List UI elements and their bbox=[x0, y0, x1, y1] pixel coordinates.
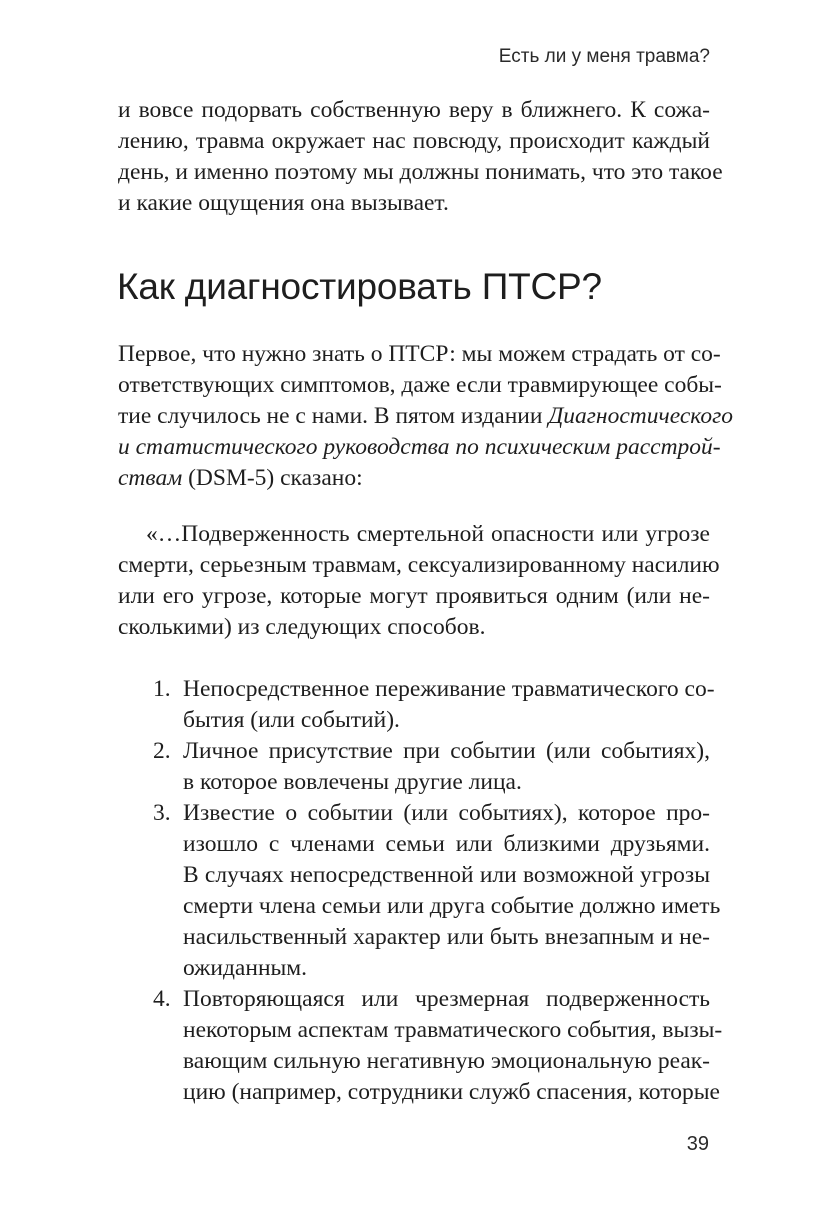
text-line: бытия (или событий). bbox=[183, 707, 400, 733]
text-line: сколькими) из следующих способов. bbox=[118, 614, 486, 640]
book-title-italic: Диагностического bbox=[548, 403, 734, 429]
text-line: и какие ощущения она вызывает. bbox=[118, 190, 449, 216]
text-line: ожиданным. bbox=[183, 955, 308, 981]
list-item bbox=[153, 984, 723, 1108]
text-line: Известие о событии (или событиях), которое про- bbox=[183, 800, 710, 826]
text-line: Повторяющаяся или чрезмерная подверженность bbox=[183, 986, 710, 1012]
text-line: и вовсе подорвать собственную веру в ближнего. К сожа- bbox=[118, 97, 710, 123]
text-line: «…Подверженность смертельной опасности или угрозе bbox=[146, 521, 710, 547]
list-number: 1. bbox=[153, 676, 171, 702]
text-line: смерти, серьезным травмам, сексуализированному насилию bbox=[118, 552, 720, 578]
text-line: лению, травма окружает нас повсюду, происходит каждый bbox=[118, 128, 710, 154]
running-head: Есть ли у меня травма? bbox=[498, 46, 710, 67]
text-line: Непосредственное переживание травматического со- bbox=[183, 676, 715, 702]
text-line: вающим сильную негативную эмоциональную реак- bbox=[183, 1048, 710, 1074]
text-line bbox=[118, 432, 721, 463]
text-line: В случаях непосредственной или возможной угрозы bbox=[183, 862, 710, 888]
list-item bbox=[153, 798, 721, 984]
plain-text: (DSM-5) сказано: bbox=[182, 465, 363, 491]
book-title-italic: и статистического руководства по психическим расстрой- bbox=[118, 434, 721, 460]
text-line: насильственный характер или быть внезапным и не- bbox=[183, 924, 710, 950]
list-number: 3. bbox=[153, 800, 171, 826]
text-line: в которое вовлечены другие лица. bbox=[183, 769, 522, 795]
text-line: Первое, что нужно знать о ПТСР: мы можем страдать от со- bbox=[118, 341, 721, 367]
criteria-list bbox=[153, 674, 723, 1108]
intro-paragraph bbox=[118, 95, 723, 219]
text-line: цию (например, сотрудники служб спасения, которые bbox=[183, 1079, 720, 1105]
dsm-quote bbox=[118, 519, 720, 643]
first-paragraph bbox=[118, 339, 734, 494]
plain-text: тие случилось не с нами. В пятом издании bbox=[118, 403, 549, 429]
book-title-italic: ствам bbox=[118, 465, 183, 491]
text-line: день, и именно поэтому мы должны понимать, что это такое bbox=[118, 159, 723, 185]
text-line: смерти члена семьи или друга событие должно иметь bbox=[183, 893, 721, 919]
list-number: 4. bbox=[153, 986, 171, 1012]
list-item bbox=[153, 736, 710, 798]
text-line: ответствующих симптомов, даже если травмирующее собы- bbox=[118, 372, 722, 398]
text-line: некоторым аспектам травматического события, вызы- bbox=[183, 1017, 723, 1043]
section-heading: Как диагностировать ПТСР? bbox=[117, 266, 602, 307]
text-line: или его угрозе, которые могут проявиться одним (или не- bbox=[118, 583, 710, 609]
list-number: 2. bbox=[153, 738, 171, 764]
page-number: 39 bbox=[686, 1133, 709, 1155]
list-item bbox=[153, 674, 715, 736]
text-line bbox=[118, 401, 734, 432]
text-line: изошло с членами семьи или близкими друзьями. bbox=[183, 831, 710, 857]
text-line: Личное присутствие при событии (или событиях), bbox=[183, 738, 710, 764]
text-line bbox=[118, 463, 710, 494]
